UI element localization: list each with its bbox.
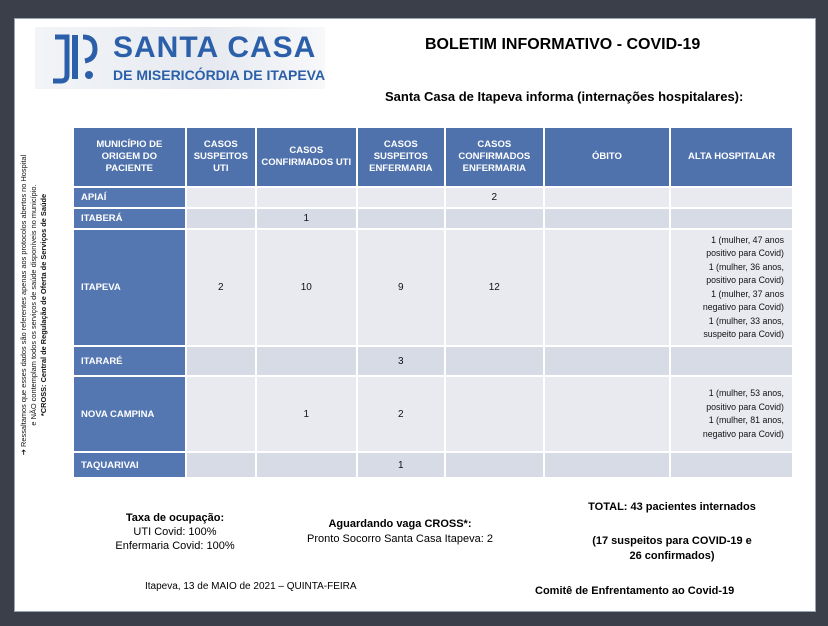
cell-confirmados-uti — [257, 453, 356, 477]
awaiting-cross — [270, 517, 530, 547]
alta-line: positivo para Covid) — [706, 275, 784, 285]
table-row — [74, 230, 792, 345]
cell-suspeitos-uti — [187, 347, 255, 375]
cell-alta-hospitalar — [671, 453, 792, 477]
cell-confirmados-enfermaria — [446, 377, 543, 451]
header-obito: ÓBITO — [545, 128, 670, 186]
alta-line: 1 (mulher, 36 anos, — [708, 261, 784, 272]
header-confirmados-enfermaria: CASOS CONFIRMADOS ENFERMARIA — [446, 128, 543, 186]
hospital-logo — [35, 27, 325, 89]
cell-obito — [545, 347, 670, 375]
cell-confirmados-enfermaria — [446, 453, 543, 477]
cell-confirmados-uti: 10 — [257, 230, 356, 345]
cell-suspeitos-uti — [187, 377, 255, 451]
cell-suspeitos-enfermaria: 2 — [358, 377, 444, 451]
breakdown-line: 26 confirmados) — [629, 550, 715, 562]
cell-obito — [545, 453, 670, 477]
header-municipio: MUNICÍPIO DE ORIGEM DO PACIENTE — [74, 128, 185, 186]
cell-suspeitos-enfermaria: 9 — [358, 230, 444, 345]
table-row — [74, 453, 792, 477]
breakdown-line: (17 suspeitos para COVID-19 e — [592, 535, 752, 547]
cell-confirmados-enfermaria — [446, 347, 543, 375]
alta-line: negativo para Covid) — [702, 302, 784, 312]
committee-name: Comitê de Enfrentamento ao Covid-19 — [535, 585, 735, 597]
cell-alta-hospitalar — [671, 230, 792, 345]
alta-line: negativo para Covid) — [702, 428, 784, 439]
cell-confirmados-enfermaria: 12 — [446, 230, 543, 345]
side-note-line: e NÃO contemplam todos os serviços de saúde disponíveis no município. — [29, 184, 38, 426]
cell-suspeitos-enfermaria — [358, 188, 444, 207]
table-body — [74, 188, 792, 477]
occupancy-heading: Taxa de ocupação: — [125, 512, 225, 524]
cell-suspeitos-uti — [187, 209, 255, 228]
alta-line: 1 (mulher, 47 anos — [711, 234, 784, 245]
cell-alta-hospitalar — [671, 188, 792, 207]
cell-obito — [545, 377, 670, 451]
header-confirmados-uti: CASOS CONFIRMADOS UTI — [257, 128, 356, 186]
total-patients: TOTAL: 43 pacientes internados — [588, 501, 756, 513]
cell-obito — [545, 209, 670, 228]
cell-suspeitos-enfermaria — [358, 209, 444, 228]
alta-line: 1 (mulher, 37 anos — [711, 288, 784, 299]
alta-line: positivo para Covid) — [706, 248, 784, 258]
alta-line: positivo para Covid) — [706, 401, 784, 412]
patients-breakdown — [542, 534, 802, 564]
side-note — [19, 125, 69, 485]
alta-line: 1 (mulher, 53 anos, — [708, 388, 784, 398]
cell-suspeitos-uti: 2 — [187, 230, 255, 345]
table-row — [74, 347, 792, 375]
cell-confirmados-uti — [257, 188, 356, 207]
cell-suspeitos-enfermaria: 3 — [358, 347, 444, 375]
bulletin-sheet — [14, 18, 816, 612]
cell-municipio: ITARARÉ — [74, 347, 185, 375]
cell-suspeitos-uti — [187, 453, 255, 477]
occupancy-uti: UTI Covid: 100% — [133, 526, 217, 538]
cell-municipio: TAQUARIVAI — [74, 453, 185, 477]
bulletin-subtitle: Santa Casa de Itapeva informa (internações hospitalares): — [385, 89, 744, 104]
cell-alta-hospitalar — [671, 209, 792, 228]
bulletin-title: BOLETIM INFORMATIVO - COVID-19 — [425, 36, 701, 53]
table-row — [74, 377, 792, 451]
logo-subname: DE MISERICÓRDIA DE ITAPEVA — [113, 67, 326, 83]
hospitalizations-table — [72, 126, 794, 479]
cell-alta-hospitalar — [671, 377, 792, 451]
side-note-line: ➔ Ressaltamos que esses dados são referentes apenas aos protocolos abertos no Hospital — [19, 154, 28, 456]
cell-confirmados-uti: 1 — [257, 377, 356, 451]
cross-definition: *CROSS: Central de Regulação de Oferta de Serviços de Saúde — [39, 193, 48, 417]
header-suspeitos-uti: CASOS SUSPEITOS UTI — [187, 128, 255, 186]
cell-confirmados-enfermaria — [446, 209, 543, 228]
header-suspeitos-enfermaria: CASOS SUSPEITOS ENFERMARIA — [358, 128, 444, 186]
cell-confirmados-uti: 1 — [257, 209, 356, 228]
cell-suspeitos-uti — [187, 188, 255, 207]
santa-casa-logo-icon — [49, 31, 101, 85]
cell-municipio: ITABERÁ — [74, 209, 185, 228]
awaiting-heading: Aguardando vaga CROSS*: — [328, 518, 472, 530]
header-alta-hospitalar: ALTA HOSPITALAR — [671, 128, 792, 186]
cell-confirmados-uti — [257, 347, 356, 375]
bulletin-date: Itapeva, 13 de MAIO de 2021 – QUINTA-FEIRA — [145, 581, 357, 592]
occupancy-enfermaria: Enfermaria Covid: 100% — [115, 540, 235, 552]
logo-name: SANTA CASA — [113, 31, 317, 64]
alta-line: 1 (mulher, 33 anos, — [708, 315, 784, 326]
cell-obito — [545, 230, 670, 345]
alta-line: suspeito para Covid) — [703, 329, 784, 339]
cell-suspeitos-enfermaria: 1 — [358, 453, 444, 477]
occupancy-rate — [55, 511, 295, 553]
cell-obito — [545, 188, 670, 207]
cell-alta-hospitalar — [671, 347, 792, 375]
awaiting-detail: Pronto Socorro Santa Casa Itapeva: 2 — [307, 533, 493, 545]
cell-municipio: APIAÍ — [74, 188, 185, 207]
table-header-row — [74, 128, 792, 186]
cell-municipio: ITAPEVA — [74, 230, 185, 345]
table-row — [74, 209, 792, 228]
alta-line: 1 (mulher, 81 anos, — [708, 415, 784, 425]
cell-confirmados-enfermaria: 2 — [446, 188, 543, 207]
table-row — [74, 188, 792, 207]
cell-municipio: NOVA CAMPINA — [74, 377, 185, 451]
